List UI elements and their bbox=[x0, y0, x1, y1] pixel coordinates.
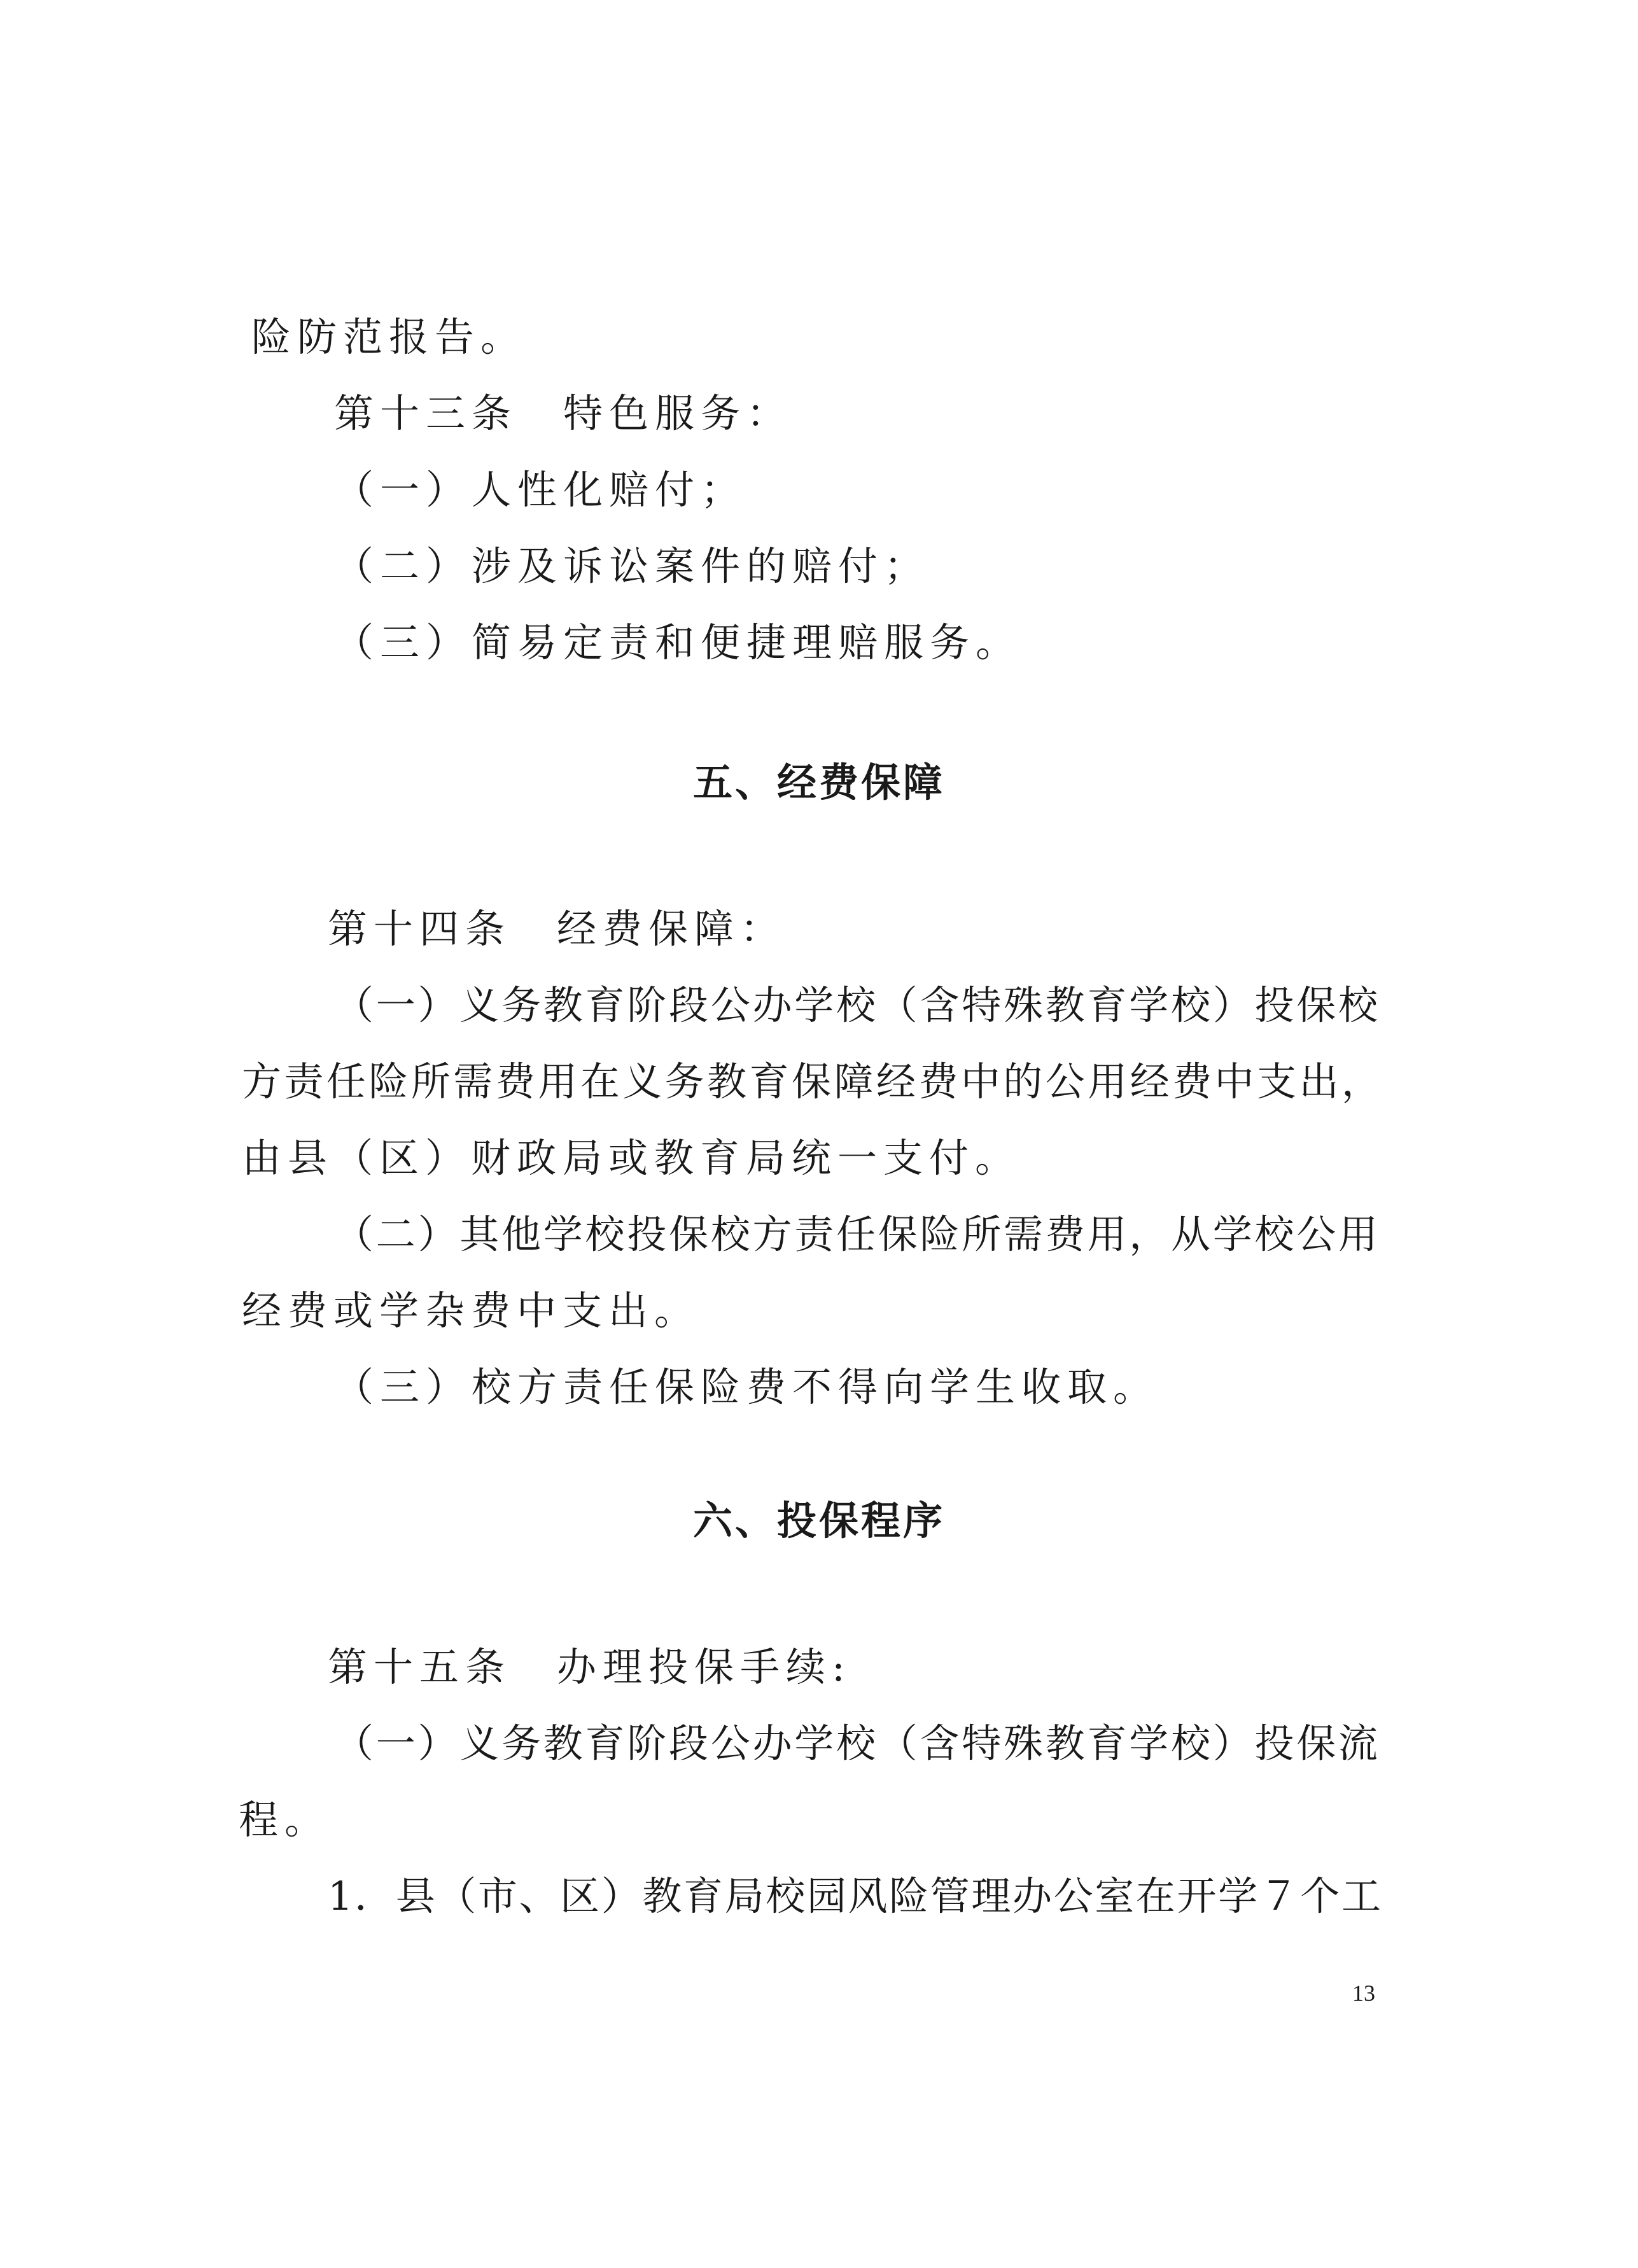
page-number: 13 bbox=[1352, 1980, 1375, 2006]
paragraph-line: （一）义务教育阶段公办学校（含特殊教育学校）投保流 bbox=[334, 1720, 1378, 1767]
list-item: （一）人性化赔付； bbox=[334, 466, 747, 513]
article-14-title: 第十四条 经费保障： bbox=[328, 906, 787, 952]
paragraph-line: 经费或学杂费中支出。 bbox=[242, 1287, 701, 1334]
paragraph-line: （二）其他学校投保校方责任保险所需费用，从学校公用 bbox=[334, 1211, 1378, 1257]
paragraph-line: （一）义务教育阶段公办学校（含特殊教育学校）投保校 bbox=[334, 982, 1378, 1028]
section-heading: 五、经费保障 bbox=[692, 759, 945, 806]
paragraph-line: 程。 bbox=[239, 1796, 331, 1843]
article-15-title: 第十五条 办理投保手续: bbox=[328, 1644, 851, 1690]
paragraph-line: （三）校方责任保险费不得向学生收取。 bbox=[334, 1364, 1159, 1410]
section-heading: 六、投保程序 bbox=[692, 1497, 945, 1544]
paragraph-line: 由县（区）财政局或教育局统一支付。 bbox=[242, 1135, 1021, 1181]
text-line: 险防范报告。 bbox=[251, 314, 527, 360]
paragraph-line: 1．县（市、区）教育局校园风险管理办公室在开学７个工 bbox=[328, 1873, 1381, 1919]
list-item: （三）简易定责和便捷理赔服务。 bbox=[334, 619, 1022, 666]
article-13-title: 第十三条 特色服务： bbox=[334, 390, 793, 437]
paragraph-line: 方责任险所需费用在义务教育保障经费中的公用经费中支出， bbox=[242, 1058, 1381, 1105]
list-item: （二）涉及诉讼案件的赔付； bbox=[334, 543, 930, 589]
